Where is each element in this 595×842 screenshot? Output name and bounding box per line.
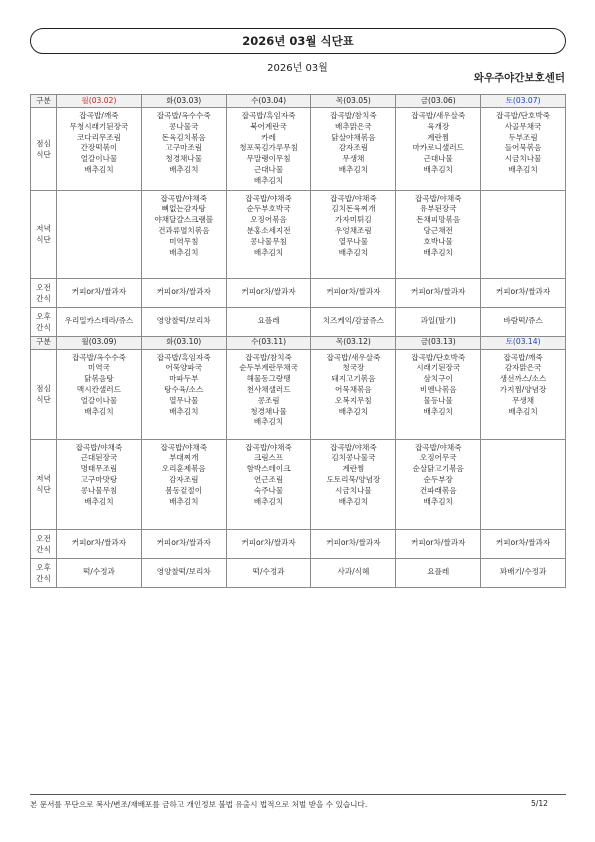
- lunch-cell: [57, 108, 142, 191]
- lunch-label-text: 점심: [36, 138, 51, 148]
- menu-item: 닭볶음탕: [84, 374, 114, 384]
- dinner-cell: [481, 439, 566, 529]
- dinner-label-text: 저녁: [36, 224, 51, 234]
- menu-item: 콩나물무침: [250, 236, 287, 246]
- dinner-label-text: 식단: [36, 485, 51, 495]
- menu-item: 야채달걀스크램블: [154, 215, 214, 225]
- menu-item: 콩조림: [257, 395, 280, 405]
- menu-item: 삼치구이: [423, 374, 453, 384]
- menu-item: 해물동그랑땡: [246, 374, 291, 384]
- menu-item: 오징어볶음: [250, 215, 287, 225]
- day-header: 토(03.07): [481, 95, 566, 108]
- lunch-label-text: 식단: [36, 395, 51, 405]
- am-snack-cell: 커피or차/쌀과자: [226, 278, 311, 307]
- am-snack-row: [31, 529, 566, 558]
- menu-item: 배추김치: [338, 496, 369, 506]
- menu-item: 북어계란국: [250, 121, 287, 131]
- menu-item: 부대찌개: [169, 453, 199, 463]
- menu-item: 열무나물: [169, 395, 199, 405]
- menu-item: 잡곡밥/야채죽: [330, 442, 377, 452]
- menu-item: 마카로니샐러드: [412, 143, 464, 153]
- pm-snack-cell: 영양찰떡/보리차: [141, 558, 226, 587]
- dinner-cell: [57, 190, 142, 278]
- menu-item: 시금치나물: [335, 485, 372, 495]
- menu-item: 호박나물: [423, 236, 453, 246]
- menu-item: 배추김치: [84, 164, 114, 174]
- menu-item: 잡곡밥/흑임자죽: [241, 111, 296, 120]
- dinner-cell: [311, 190, 396, 278]
- menu-item: 가지찜/양념장: [499, 384, 547, 394]
- menu-item: 숙주나물: [253, 485, 284, 495]
- menu-item: 잡곡밥/새우살죽: [326, 352, 381, 362]
- pm-snack-cell: 사과/식혜: [311, 558, 396, 587]
- menu-item: 얼갈이나물: [80, 154, 118, 164]
- dinner-cell: [141, 439, 226, 529]
- day-header: 화(03.03): [141, 95, 226, 108]
- lunch-cell: [481, 108, 566, 191]
- menu-item: 오징어무국: [419, 453, 457, 463]
- menu-item: 무말랭이무침: [246, 154, 291, 164]
- am-snack-cell: 커피or차/쌀과자: [141, 278, 226, 307]
- menu-item: 배추김치: [169, 164, 199, 174]
- am-snack-label: [31, 529, 57, 558]
- menu-item: 배추김치: [423, 247, 453, 257]
- day-header: 월(03.09): [57, 336, 142, 349]
- menu-item: 명태무조림: [80, 464, 118, 474]
- menu-item: 고구마조림: [165, 143, 203, 153]
- footer-divider: [30, 794, 566, 795]
- dinner-label-text: 저녁: [36, 474, 51, 484]
- menu-item: 배추김치: [338, 164, 369, 174]
- menu-item: 배추김치: [508, 164, 538, 174]
- am-snack-cell: 커피or차/쌀과자: [396, 278, 481, 307]
- day-header: 목(03.05): [311, 95, 396, 108]
- menu-item: 배추김치: [423, 496, 453, 506]
- menu-item: 배추김치: [253, 417, 284, 427]
- pm-snack-row: [31, 307, 566, 336]
- dinner-label-text: 식단: [36, 235, 51, 245]
- menu-item: 근대나물: [423, 154, 453, 164]
- menu-item: 배추김치: [84, 496, 114, 506]
- menu-item: 닭살야채볶음: [331, 132, 376, 142]
- menu-item: 간장떡볶이: [80, 143, 118, 153]
- menu-item: 배추김치: [423, 164, 453, 174]
- menu-item: 천사채샐러드: [246, 384, 291, 394]
- menu-item: 오복지무침: [335, 395, 372, 405]
- menu-item: 카레: [261, 132, 276, 142]
- day-header: 화(03.10): [141, 336, 226, 349]
- dinner-cell: [396, 439, 481, 529]
- dinner-cell: [226, 439, 311, 529]
- pm-snack-cell: 요플레: [226, 307, 311, 336]
- menu-item: 가자미튀김: [335, 215, 372, 225]
- pm-snack-cell: 꽈배기/수정과: [481, 558, 566, 587]
- menu-item: 콩나물국: [169, 121, 199, 131]
- menu-item: 잡곡밥/참치죽: [330, 111, 377, 120]
- menu-item: 근대나물: [253, 164, 284, 174]
- am-snack-cell: 커피or차/쌀과자: [396, 529, 481, 558]
- menu-item: 탕수육/소스: [164, 384, 204, 394]
- menu-item: 잡곡밥/야채죽: [245, 193, 292, 203]
- menu-item: 김치콩나물국: [331, 453, 376, 463]
- menu-item: 무생채: [512, 395, 535, 405]
- dinner-cell: [57, 439, 142, 529]
- pm-snack-cell: 요플레: [396, 558, 481, 587]
- am-snack-cell: 커피or차/쌀과자: [226, 529, 311, 558]
- menu-item: 돼지고기볶음: [331, 374, 376, 384]
- am-snack-cell: 커피or차/쌀과자: [481, 278, 566, 307]
- dinner-row: [31, 439, 566, 529]
- menu-item: 무생채: [342, 154, 365, 164]
- am-snack-row: [31, 278, 566, 307]
- lunch-cell: [311, 108, 396, 191]
- menu-item: 잡곡밥/야채죽: [414, 442, 462, 452]
- page-number: 5/12: [530, 799, 548, 808]
- am-snack-label-text: 간식: [36, 293, 51, 303]
- menu-item: 사골무채국: [504, 121, 542, 131]
- day-header-row: [31, 336, 566, 349]
- menu-item: 봄동겉절이: [165, 485, 203, 495]
- pm-snack-label: [31, 307, 57, 336]
- day-header: 수(03.11): [226, 336, 311, 349]
- am-snack-cell: 커피or차/쌀과자: [57, 278, 142, 307]
- am-snack-cell: 커피or차/쌀과자: [311, 278, 396, 307]
- menu-item: 시래기된장국: [416, 363, 461, 373]
- dinner-cell: [396, 190, 481, 278]
- pm-snack-cell: 우리밀카스테라/쥬스: [57, 307, 142, 336]
- menu-item: 잡곡밥/야채죽: [75, 442, 123, 452]
- menu-item: 순살닭고기볶음: [412, 464, 464, 474]
- menu-item: 뼈없는감자탕: [161, 204, 206, 214]
- pm-snack-cell: 바람떡/쥬스: [481, 307, 566, 336]
- menu-item: 배추김치: [338, 247, 369, 257]
- day-header: 목(03.12): [311, 336, 396, 349]
- menu-item: 돈육김치볶음: [161, 132, 206, 142]
- menu-item: 잡곡밥/흑임자죽: [156, 352, 211, 362]
- menu-item: 계란찜: [342, 464, 365, 474]
- menu-item: 잡곡밥/야채죽: [160, 193, 208, 203]
- menu-item: 도토리묵/양념장: [326, 474, 381, 484]
- menu-item: 배추김치: [508, 406, 538, 416]
- day-header: 금(03.13): [396, 336, 481, 349]
- menu-item: 배추김치: [84, 406, 114, 416]
- lunch-cell: [57, 349, 142, 439]
- menu-item: 어묵채볶음: [335, 384, 372, 394]
- dinner-label: [31, 190, 57, 278]
- menu-item: 순두부계란무채국: [239, 363, 298, 373]
- menu-item: 우엉채조림: [335, 225, 372, 235]
- lunch-cell: [311, 349, 396, 439]
- am-snack-label-text: 오전: [36, 282, 51, 292]
- menu-item: 맥시칸샐러드: [76, 384, 121, 394]
- menu-item: 배추김치: [338, 406, 369, 416]
- menu-item: 근대된장국: [80, 453, 118, 463]
- menu-item: 함박스테이크: [246, 464, 291, 474]
- menu-item: 잡곡밥/야채죽: [160, 442, 208, 452]
- lunch-cell: [226, 349, 311, 439]
- menu-item: 미역국: [87, 363, 110, 373]
- menu-item: 청국장: [342, 363, 365, 373]
- pm-snack-label: [31, 558, 57, 587]
- menu-item: 잡곡밥/새우살죽: [411, 111, 466, 120]
- menu-item: 무청시래기된장국: [69, 121, 129, 131]
- menu-item: 청경채나물: [165, 154, 203, 164]
- lunch-row: [31, 108, 566, 191]
- am-snack-cell: 커피or차/쌀과자: [57, 529, 142, 558]
- day-header: 토(03.14): [481, 336, 566, 349]
- pm-snack-cell: 영양찰떡/보리차: [141, 307, 226, 336]
- menu-item: 배추맑은국: [335, 121, 372, 131]
- menu-item: 들어묵볶음: [504, 143, 542, 153]
- lunch-row: [31, 349, 566, 439]
- gubun-label: 구분: [31, 336, 57, 349]
- menu-item: 마파두부: [169, 374, 199, 384]
- lunch-cell: [141, 108, 226, 191]
- lunch-cell: [396, 108, 481, 191]
- am-snack-label-text: 오전: [36, 533, 51, 543]
- menu-item: 건과류멸치볶음: [158, 225, 210, 235]
- menu-item: 배추김치: [169, 406, 199, 416]
- dinner-cell: [311, 439, 396, 529]
- menu-item: 청포묵김가루무침: [239, 143, 298, 153]
- pm-snack-label-text: 간식: [36, 573, 51, 583]
- menu-item: 순두부장: [423, 474, 453, 484]
- menu-item: 잡곡밥/단호박죽: [496, 111, 551, 120]
- page-subtitle: 2026년 03월: [267, 63, 328, 74]
- menu-item: 오리훈제볶음: [161, 464, 206, 474]
- menu-item: 배추김치: [423, 406, 453, 416]
- pm-snack-row: [31, 558, 566, 587]
- am-snack-cell: 커피or차/쌀과자: [141, 529, 226, 558]
- menu-item: 배추김치: [169, 496, 199, 506]
- menu-item: 시금치나물: [504, 154, 542, 164]
- footer-notice: 본 문서를 무단으로 복사/변조/재배포를 금하고 개인정보 불법 유출시 법적으로 처벌 받을 수 있습니다.: [30, 800, 368, 809]
- pm-snack-cell: 치즈케익/감귤쥬스: [311, 307, 396, 336]
- menu-item: 연근조림: [253, 474, 284, 484]
- pm-snack-label-text: 간식: [36, 322, 51, 332]
- menu-item: 육개장: [427, 121, 450, 131]
- menu-item: 코다리무조림: [76, 132, 121, 142]
- lunch-cell: [141, 349, 226, 439]
- lunch-label: [31, 349, 57, 439]
- menu-item: 잡곡밥/야채죽: [245, 442, 292, 452]
- menu-item: 잡곡밥/깨죽: [79, 111, 119, 120]
- menu-item: 감자조림: [338, 143, 369, 153]
- menu-item: 분홍소세지전: [246, 225, 291, 235]
- menu-item: 콩나물무침: [80, 485, 118, 495]
- day-header: 월(03.02): [57, 95, 142, 108]
- pm-snack-label-text: 오후: [36, 562, 51, 572]
- menu-item: 비엔나볶음: [419, 384, 457, 394]
- lunch-label-text: 식단: [36, 149, 51, 159]
- menu-item: 잡곡밥/참치죽: [245, 352, 292, 362]
- menu-item: 잡곡밥/옥수수죽: [71, 352, 126, 362]
- menu-item: 청경채나물: [250, 406, 287, 416]
- lunch-cell: [481, 349, 566, 439]
- dinner-row: [31, 190, 566, 278]
- menu-item: 두부조림: [508, 132, 538, 142]
- pm-snack-label-text: 오후: [36, 311, 51, 321]
- am-snack-cell: 커피or차/쌀과자: [311, 529, 396, 558]
- menu-item: 당근채전: [423, 225, 453, 235]
- dinner-label: [31, 439, 57, 529]
- menu-item: 고구마맛탕: [80, 474, 118, 484]
- menu-table: [30, 94, 566, 588]
- am-snack-cell: 커피or차/쌀과자: [481, 529, 566, 558]
- lunch-cell: [226, 108, 311, 191]
- menu-item: 물등나물: [423, 395, 453, 405]
- day-header: 수(03.04): [226, 95, 311, 108]
- menu-item: 건파래볶음: [419, 485, 457, 495]
- menu-item: 배추김치: [253, 247, 284, 257]
- menu-item: 열무나물: [338, 236, 369, 246]
- menu-item: 생선까스/소스: [499, 374, 547, 384]
- dinner-cell: [141, 190, 226, 278]
- am-snack-label-text: 간식: [36, 544, 51, 554]
- day-header: 금(03.06): [396, 95, 481, 108]
- pm-snack-cell: 과일(딸기): [396, 307, 481, 336]
- page-title: 2026년 03월 식단표: [30, 28, 566, 54]
- menu-item: 배추김치: [253, 175, 284, 185]
- menu-item: 얼갈이나물: [80, 395, 118, 405]
- dinner-cell: [481, 190, 566, 278]
- menu-item: 잡곡밥/깨죽: [503, 352, 543, 362]
- menu-item: 감자조림: [169, 474, 199, 484]
- am-snack-label: [31, 278, 57, 307]
- pm-snack-cell: 떡/수정과: [57, 558, 142, 587]
- menu-item: 김치돈육찌개: [331, 204, 376, 214]
- menu-item: 배추김치: [253, 496, 284, 506]
- lunch-label-text: 점심: [36, 384, 51, 394]
- menu-item: 잡곡밥/야채죽: [330, 193, 377, 203]
- lunch-label: [31, 108, 57, 191]
- menu-item: 어묵양파국: [165, 363, 203, 373]
- dinner-cell: [226, 190, 311, 278]
- menu-item: 잡곡밥/옥수수죽: [156, 111, 211, 120]
- menu-item: 크림스프: [253, 453, 284, 463]
- menu-item: 유부된장국: [419, 204, 457, 214]
- menu-item: 돈채피망볶음: [416, 215, 461, 225]
- gubun-label: 구분: [31, 95, 57, 108]
- day-header-row: [31, 95, 566, 108]
- menu-item: 잡곡밥/야채죽: [414, 193, 462, 203]
- pm-snack-cell: 떡/수정과: [226, 558, 311, 587]
- menu-item: 미역무침: [169, 236, 199, 246]
- menu-item: 감자맑은국: [504, 363, 542, 373]
- menu-item: 배추김치: [169, 247, 199, 257]
- lunch-cell: [396, 349, 481, 439]
- menu-item: 계란찜: [427, 132, 450, 142]
- menu-item: 잡곡밥/단호박죽: [411, 352, 466, 362]
- menu-item: 순두부호박국: [246, 204, 291, 214]
- center-name: 와우주야간보호센터: [473, 72, 565, 84]
